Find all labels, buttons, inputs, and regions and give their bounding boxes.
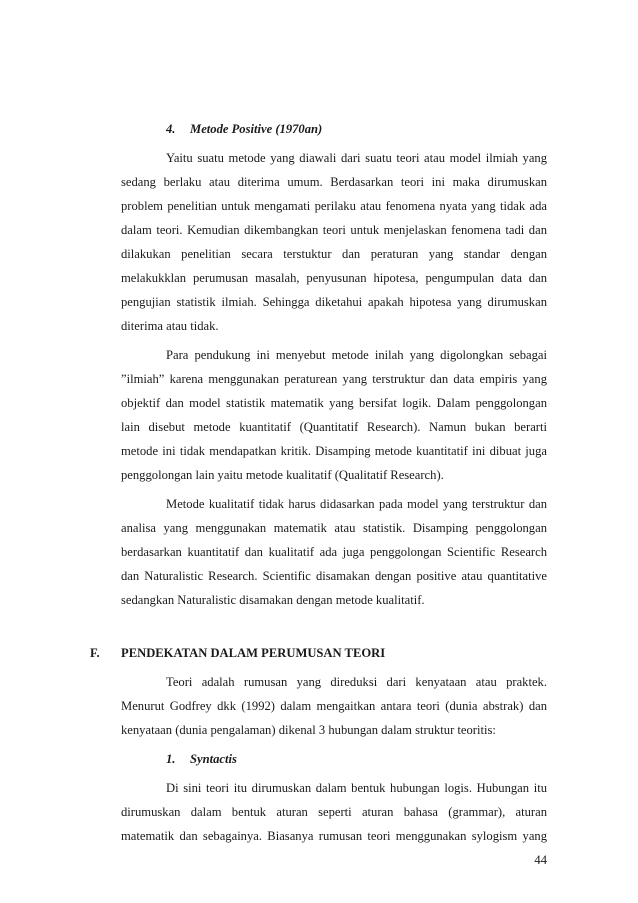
- para1-line-5: dilakukan penelitian secara terstuktur dan peraturan yang standar dengan: [121, 247, 547, 261]
- para2-line-3: objektif dan model statistik matematik yang bersifat logik. Dalam penggolongan: [121, 396, 547, 410]
- para3-line-5: sedangkan Naturalistic disamakan dengan metode kualitatif.: [121, 593, 425, 607]
- para5-line-1: Di sini teori itu dirumuskan dalam bentuk hubungan logis. Hubungan itu: [166, 781, 547, 795]
- para1-line-7: pengujian statistik ilmiah. Sehingga diketahui apakah hipotesa yang dirumuskan: [121, 295, 547, 309]
- para1-line-4: dalam teori. Kemudian dikembangkan teori untuk menjelaskan fenomena tadi dan: [121, 223, 547, 237]
- subsection-4-title: Metode Positive (1970an): [190, 122, 323, 136]
- para1-line-6: melakukklan perumusan masalah, penyusunan hipotesa, pengumpulan data dan: [121, 271, 547, 285]
- para4-line-1: Teori adalah rumusan yang direduksi dari kenyataan atau praktek.: [166, 675, 547, 689]
- subsection-1-title: Syntactis: [190, 752, 237, 766]
- para1-line-2: sedang berlaku atau diterima umum. Berdasarkan teori ini maka dirumuskan: [121, 175, 547, 189]
- para5-line-3: matematik dan sebagainya. Biasanya rumusan teori menggunakan sylogism yang: [121, 829, 547, 843]
- para1-line-3: problem penelitian untuk mengamati perilaku atau fenomena nyata yang tidak ada: [121, 199, 547, 213]
- para5-line-2: dirumuskan dalam bentuk aturan seperti aturan bahasa (grammar), aturan: [121, 805, 547, 819]
- subsection-4-number: 4.: [166, 122, 176, 136]
- para4-line-2: Menurut Godfrey dkk (1992) dalam mengaitkan antara teori (dunia abstrak) dan: [121, 699, 547, 713]
- para2-line-6: penggolongan lain yaitu metode kualitatif (Qualitatif Research).: [121, 468, 444, 482]
- para1-line-1: Yaitu suatu metode yang diawali dari suatu teori atau model ilmiah yang: [166, 151, 547, 165]
- para2-line-2: ”ilmiah” karena menggunakan peraturean yang terstruktur dan data empiris yang: [121, 372, 547, 386]
- para2-line-5: metode ini tidak mendapatkan kritik. Disamping metode kuantitatif ini dibuat juga: [121, 444, 547, 458]
- para2-line-1: Para pendukung ini menyebut metode inilah yang digolongkan sebagai: [166, 348, 547, 362]
- subsection-1-heading: [166, 751, 237, 767]
- subsection-1-number: 1.: [166, 752, 176, 766]
- para2-line-4: lain disebut metode kuantitatif (Quantitatif Research). Namun bukan berarti: [121, 420, 547, 434]
- subsection-4-heading: [166, 121, 322, 137]
- para1-line-8: diterima atau tidak.: [121, 319, 219, 333]
- para3-line-2: analisa yang menggunakan matematik atau statistik. Disamping penggolongan: [121, 521, 547, 535]
- page-number: 44: [534, 853, 547, 867]
- section-f-heading: [0, 645, 638, 661]
- para3-line-3: berdasarkan kuantitatif dan kualitatif ada juga penggolongan Scientific Research: [121, 545, 547, 559]
- section-f-letter: F.: [90, 646, 100, 660]
- para3-line-4: dan Naturalistic Research. Scientific disamakan dengan positive atau quantitative: [121, 569, 547, 583]
- para4-line-3: kenyataan (dunia pengalaman) dikenal 3 hubungan dalam struktur teoritis:: [121, 723, 496, 737]
- section-f-title: PENDEKATAN DALAM PERUMUSAN TEORI: [121, 646, 386, 660]
- para3-line-1: Metode kualitatif tidak harus didasarkan pada model yang terstruktur dan: [166, 497, 547, 511]
